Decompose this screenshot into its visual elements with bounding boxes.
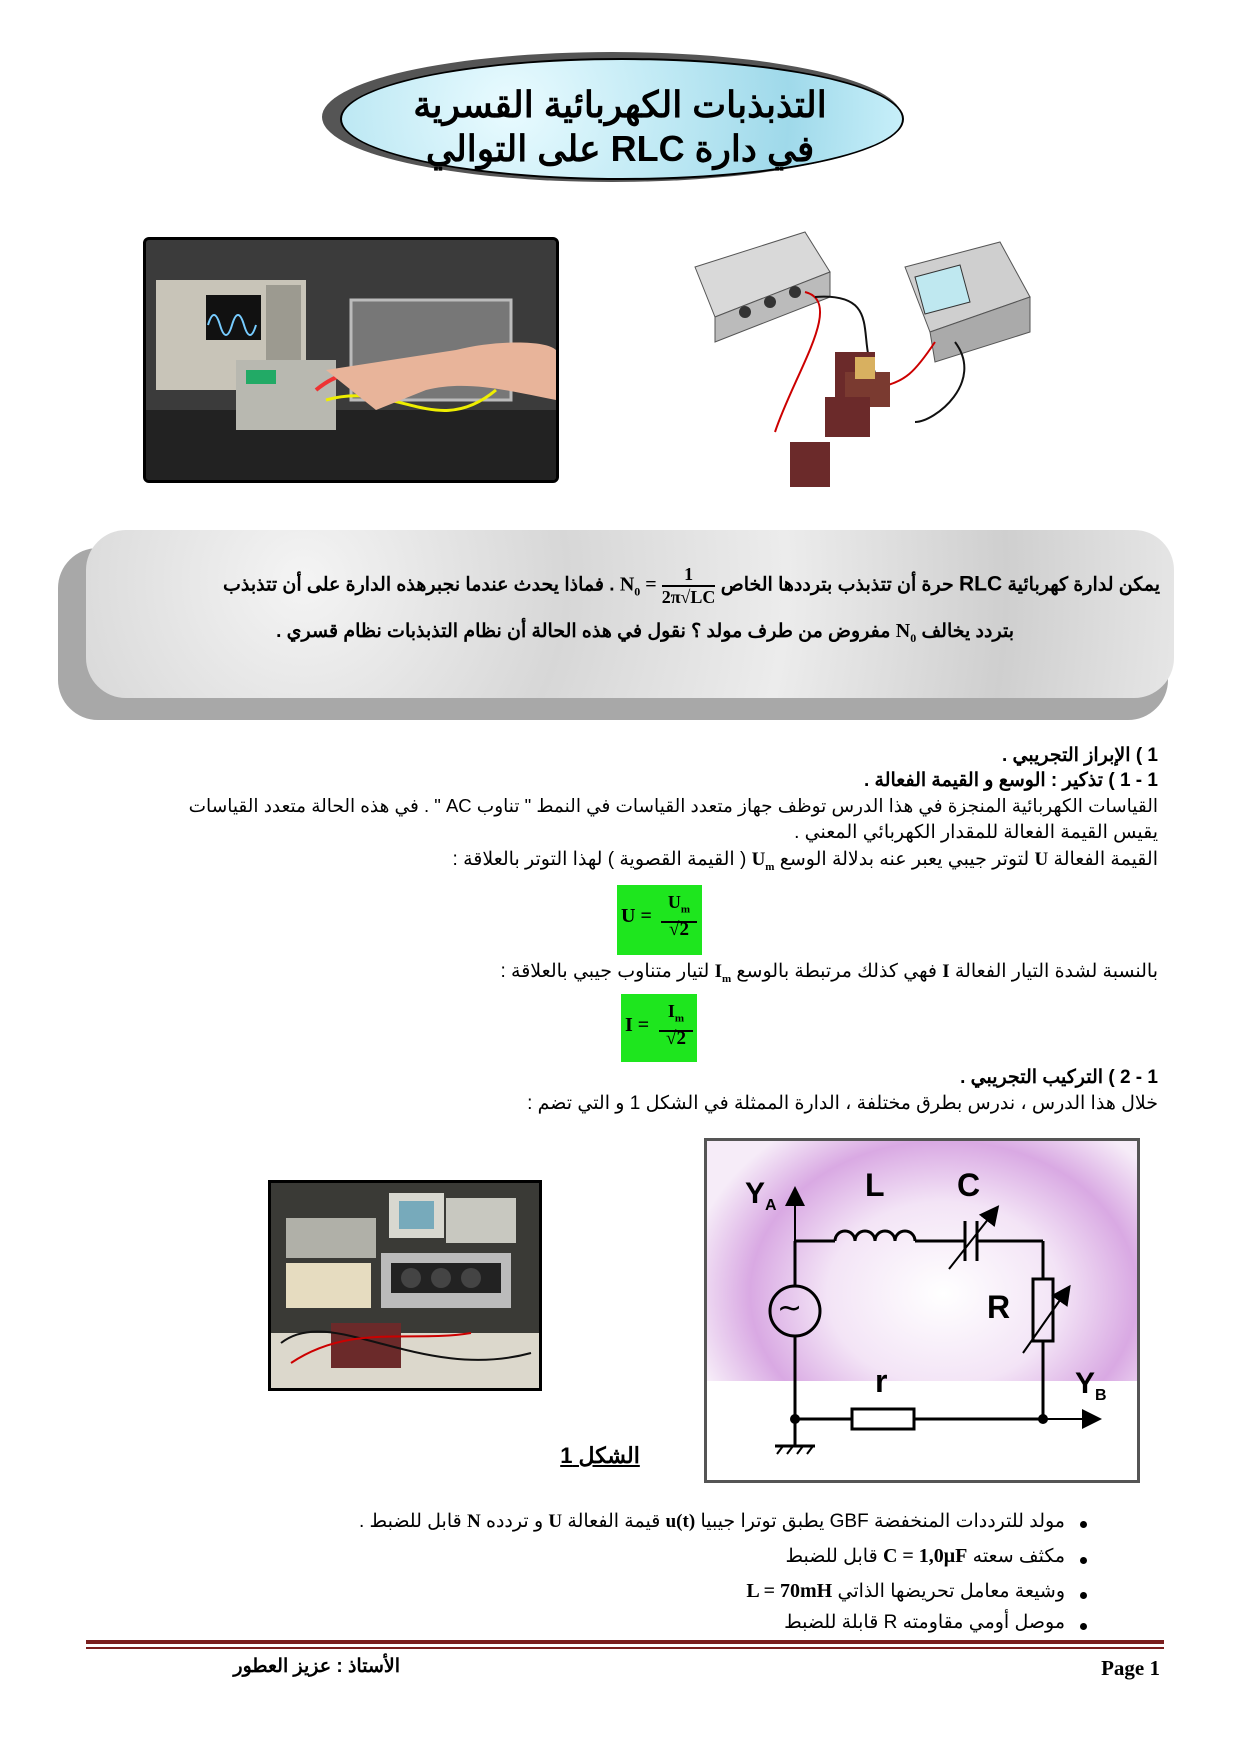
paragraph-4: خلال هذا الدرس ، ندرس بطرق مختلفة ، الدارة الممثلة في الشكل 1 و التي تضم : [527, 1093, 1158, 1114]
lab-photo-setup [268, 1180, 542, 1391]
paragraph-3: بالنسبة لشدة التيار الفعالة I فهي كذلك مرتبطة بالوسع $I_m$ لتيار متناوب جيبي بالعلاقة : [500, 961, 1158, 985]
figure-caption: الشكل 1 [560, 1443, 640, 1468]
title-line-2: في دارة RLC على التوالي [425, 128, 815, 169]
intro-text-1c: . فماذا يحدث عندما نجبرهذه الدارة على أن تتذبذب [223, 574, 615, 596]
intro-text-1b: حرة أن تتذبذب بترددها الخاص [720, 574, 954, 596]
bullet-dot-4 [1080, 1623, 1087, 1630]
bullet-item-capacitor: مكثف سعته C = 1,0μF قابل للضبط [785, 1545, 1065, 1567]
footer-rule-thick [86, 1640, 1164, 1644]
title-line-1: التذبذبات الكهربائية القسرية [413, 84, 827, 125]
label-inductor: L [865, 1167, 885, 1203]
bullet-dot-1 [1080, 1521, 1087, 1528]
lab-photo-oscilloscope [143, 237, 559, 483]
intro-text-2b: مفروض من طرف مولد ؟ نقول في هذه الحالة أن نظام التذبذبات نظام قسري . [276, 621, 891, 642]
intro-formula: $N_0$ = $\frac{1}{2\pi√LC}$ [619, 564, 716, 607]
section-1-1-heading: 1 - 1 ) تذكير : الوسع و القيمة الفعالة . [863, 770, 1158, 791]
rlc-circuit-diagram [704, 1138, 1140, 1483]
intro-line-1 [100, 564, 1160, 608]
bullet-item-resistor: موصل أومي مقاومته R قابلة للضبط [784, 1612, 1065, 1633]
intro-rlc: RLC [959, 572, 1003, 596]
bullet-item-inductor: وشيعة معامل تحريضها الذاتي L = 70mH [746, 1580, 1065, 1602]
intro-text-1a: يمكن لدارة كهربائية [1007, 574, 1160, 596]
paragraph-2: القيمة الفعالة U لتوتر جيبي يعبر عنه بدلالة الوسع $U_m$ ( القيمة القصوية ) لهذا التوتر بالعلاقة : [452, 849, 1158, 873]
label-yb: $Y_B$ [1075, 1367, 1107, 1404]
footer-page-number: Page 1 [1101, 1656, 1160, 1680]
ac-source-icon: ~ [777, 1291, 803, 1326]
label-ya: $Y_A$ [745, 1177, 777, 1214]
formula-U-box: U = $U_m$ √2 [617, 885, 702, 955]
label-resistor-r: r [875, 1363, 888, 1399]
intro-line-2: بتردد يخالف $N_0$ مفروض من طرف مولد ؟ نقول في هذه الحالة أن نظام التذبذبات نظام قسري . [276, 620, 1014, 645]
formula-I-box: I = $I_m$ √2 [621, 994, 697, 1062]
intro-text-2a: بتردد يخالف [921, 621, 1014, 642]
bullet-dot-2 [1080, 1557, 1087, 1564]
paragraph-1-line-2: يقيس القيمة الفعالة للمقدار الكهربائي المعني . [794, 822, 1158, 843]
section-1-2-heading: 1 - 2 ) التركيب التجريبي . [960, 1067, 1158, 1088]
footer-teacher: الأستاذ : عزيز العطور [233, 1656, 400, 1677]
label-capacitor: C [957, 1167, 981, 1203]
bullet-dot-3 [1080, 1592, 1087, 1599]
lab-photo-equipment [685, 222, 1060, 497]
bullet-item-generator: مولد للترددات المنخفضة GBF يطبق توترا جيبيا u(t) قيمة الفعالة U و تردده N قابل للضبط . [359, 1511, 1065, 1532]
label-resistor-R: R [987, 1289, 1011, 1325]
section-1-heading: 1 ) الإبراز التجريبي . [1001, 745, 1158, 766]
intro-box [86, 530, 1174, 698]
paragraph-1-line-1: القياسات الكهربائية المنجزة في هذا الدرس توظف جهاز متعدد القياسات في النمط " تناوب AC " . في هذه الحالة متعدد القياسات [188, 795, 1158, 816]
footer-rule-thin [86, 1647, 1164, 1649]
